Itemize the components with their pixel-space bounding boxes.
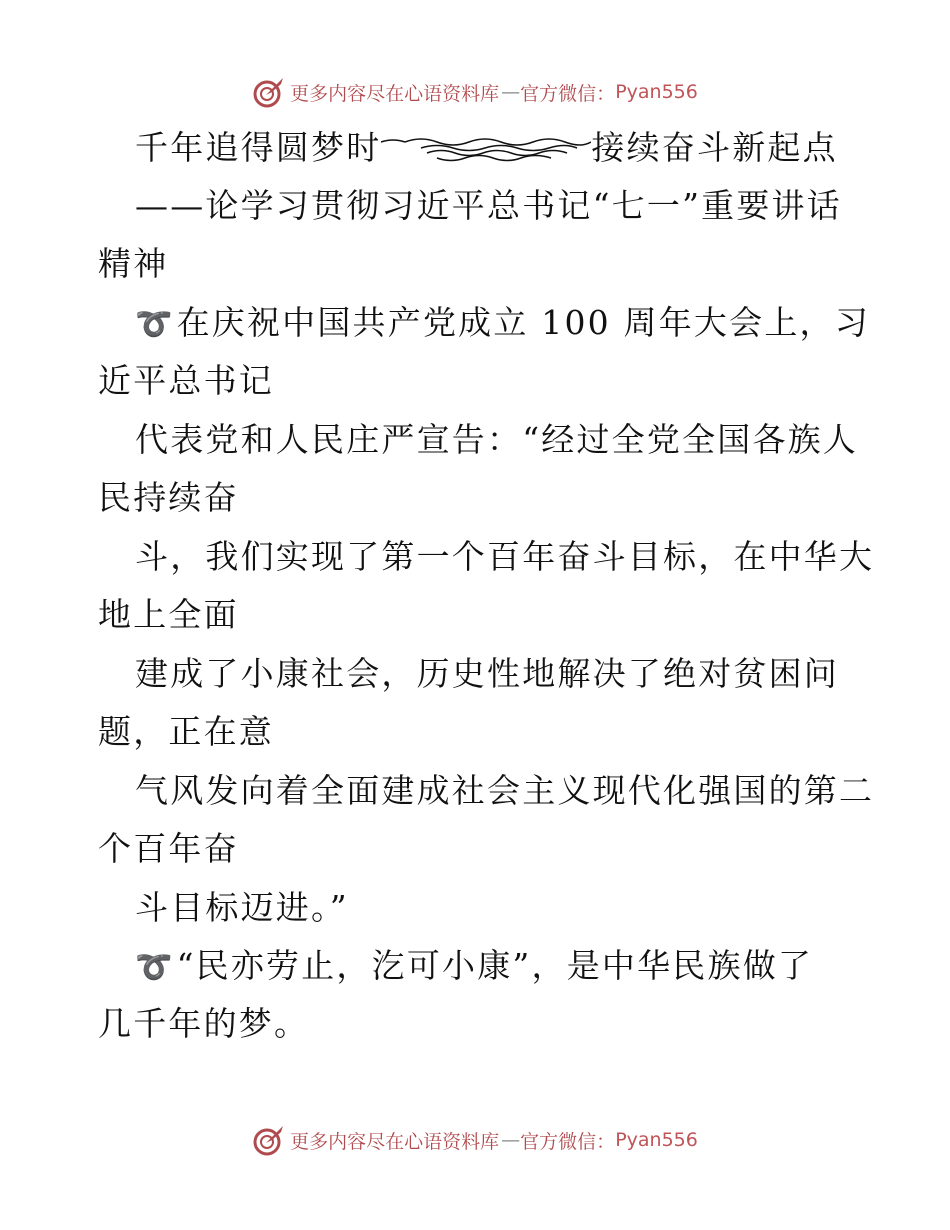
watermark-separator: — (501, 1129, 519, 1151)
paragraph-text: “民亦劳止，汔可小康”，是中华民族做了 (176, 946, 814, 985)
paragraph-2-line-1: 代表党和人民庄严宣告：“经过全党全国各族人 (135, 420, 859, 459)
wave-ornament-icon (381, 130, 591, 170)
document-title (135, 128, 838, 170)
paragraph-4-line-1: 建成了小康社会，历史性地解决了绝对贫困问 (135, 654, 839, 693)
ornament-icon: ➰ (135, 950, 175, 985)
footer-watermark (0, 1120, 950, 1160)
ornament-icon: ➰ (135, 307, 175, 342)
paragraph-text: 在庆祝中国共产党成立 100 周年大会上，习 (176, 303, 870, 342)
watermark-site-text: 更多内容尽在心语资料库 (290, 1130, 500, 1153)
paragraph-1-line-2: 近平总书记 (98, 361, 274, 400)
paragraph-6-line-1: 斗目标迈进。” (135, 888, 349, 927)
quill-logo-icon (252, 1123, 286, 1157)
paragraph-5-line-1: 气风发向着全面建成社会主义现代化强国的第二 (135, 771, 875, 810)
subtitle-line-2: 精神 (98, 244, 169, 283)
subtitle-line-1: ——论学习贯彻习近平总书记“七一”重要讲话 (135, 186, 842, 225)
watermark-wechat-id: Pyan556 (615, 1129, 698, 1151)
watermark-wechat-label: 官方微信： (520, 1130, 616, 1153)
watermark-separator: — (501, 81, 519, 103)
quill-logo-icon (252, 75, 286, 109)
paragraph-3-line-2: 地上全面 (98, 595, 239, 634)
paragraph-1-line-1 (135, 303, 870, 345)
paragraph-4-line-2: 题，正在意 (98, 712, 274, 751)
watermark-wechat-label: 官方微信： (520, 82, 616, 105)
watermark-site-text: 更多内容尽在心语资料库 (290, 82, 500, 105)
paragraph-2-line-2: 民持续奋 (98, 478, 239, 517)
title-left: 千年追得圆梦时 (135, 128, 382, 167)
paragraph-7-line-2: 几千年的梦。 (98, 1004, 310, 1043)
header-watermark (0, 72, 950, 112)
paragraph-7-line-1 (135, 946, 813, 988)
title-right: 接续奋斗新起点 (591, 128, 838, 167)
paragraph-5-line-2: 个百年奋 (98, 829, 239, 868)
watermark-wechat-id: Pyan556 (615, 81, 698, 103)
paragraph-3-line-1: 斗，我们实现了第一个百年奋斗目标，在中华大 (135, 537, 875, 576)
